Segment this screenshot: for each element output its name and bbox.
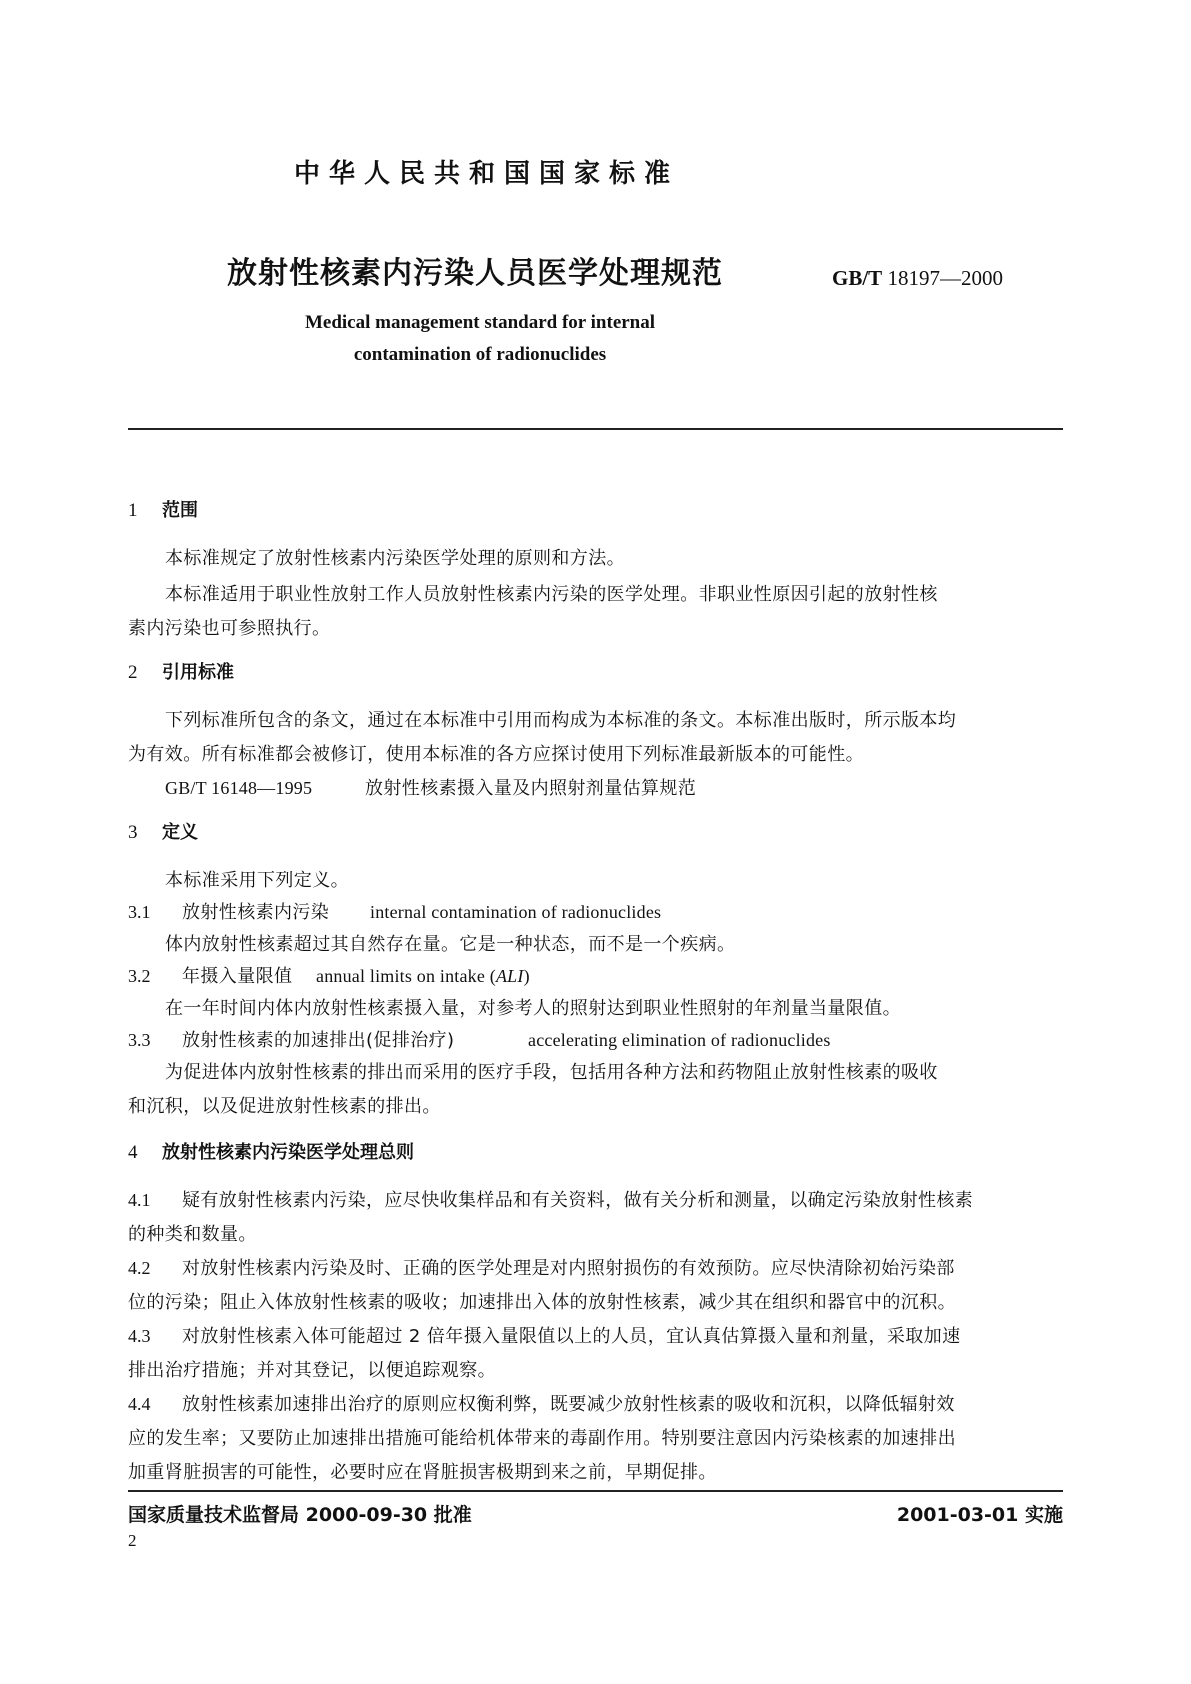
term-chinese: 放射性核素的加速排出(促排治疗) xyxy=(182,1030,455,1051)
term-abbreviation: ALI xyxy=(495,966,524,986)
term-english: accelerating elimination of radionuclides xyxy=(528,1030,831,1050)
paragraph: 为有效。所有标准都会被修订，使用本标准的各方应探讨使用下列标准最新版本的可能性。 xyxy=(128,744,864,765)
section-3-heading xyxy=(128,818,198,844)
clause-text: 对放射性核素内污染及时、正确的医学处理是对内照射损伤的有效预防。应尽快清除初始污染部 xyxy=(182,1258,955,1279)
section-1-heading xyxy=(128,496,198,522)
title-chinese: 放射性核素内污染人员医学处理规范 xyxy=(227,256,723,291)
paragraph: 素内污染也可参照执行。 xyxy=(128,618,331,639)
section-title: 放射性核素内污染医学处理总则 xyxy=(162,1142,414,1163)
section-title: 范围 xyxy=(162,500,198,521)
definition-text: 和沉积，以及促进放射性核素的排出。 xyxy=(128,1096,441,1117)
paragraph: 本标准规定了放射性核素内污染医学处理的原则和方法。 xyxy=(165,548,625,569)
section-number: 3 xyxy=(128,822,138,843)
clause-text: 位的污染；阻止入体放射性核素的吸收；加速排出入体的放射性核素，减少其在组织和器官中的沉积。 xyxy=(128,1292,956,1313)
clause-text: 的种类和数量。 xyxy=(128,1224,257,1245)
clause-4-2 xyxy=(128,1254,955,1280)
section-title: 引用标准 xyxy=(162,662,234,683)
clause-4-4 xyxy=(128,1390,955,1416)
reference-title: 放射性核素摄入量及内照射剂量估算规范 xyxy=(365,778,697,799)
standard-code-prefix: GB/T xyxy=(832,266,883,290)
clause-number: 4.2 xyxy=(128,1258,151,1278)
paragraph: 本标准适用于职业性放射工作人员放射性核素内污染的医学处理。非职业性原因引起的放射性核 xyxy=(165,584,938,605)
clause-number: 4.3 xyxy=(128,1326,151,1346)
page-number: 2 xyxy=(128,1531,137,1550)
definition-3-1 xyxy=(128,898,661,924)
title-english-line1: Medical management standard for internal xyxy=(304,312,656,333)
reference-code: GB/T 16148—1995 xyxy=(165,778,313,798)
clause-text: 应的发生率；又要防止加速排出措施可能给机体带来的毒副作用。特别要注意因内污染核素的加速排出 xyxy=(128,1428,956,1449)
clause-number: 4.1 xyxy=(128,1190,151,1210)
clause-number: 4.4 xyxy=(128,1394,151,1414)
section-4-heading xyxy=(128,1138,414,1164)
effective-date: 2001-03-01 实施 xyxy=(896,1504,1063,1526)
standard-code xyxy=(832,266,1003,291)
clause-4-1 xyxy=(128,1186,973,1212)
section-number: 1 xyxy=(128,500,138,521)
clause-number: 3.3 xyxy=(128,1030,151,1050)
term-chinese: 放射性核素内污染 xyxy=(182,902,330,923)
clause-4-3 xyxy=(128,1322,961,1348)
definition-text: 在一年时间内体内放射性核素摄入量，对参考人的照射达到职业性照射的年剂量当量限值。 xyxy=(165,998,901,1019)
clause-text: 放射性核素加速排出治疗的原则应权衡利弊，既要减少放射性核素的吸收和沉积，以降低辐射效 xyxy=(182,1394,955,1415)
definition-3-2 xyxy=(128,962,530,988)
section-number: 2 xyxy=(128,662,138,683)
paragraph: 本标准采用下列定义。 xyxy=(165,870,349,891)
normative-reference xyxy=(165,774,696,800)
section-title: 定义 xyxy=(162,822,198,843)
clause-text: 疑有放射性核素内污染，应尽快收集样品和有关资料，做有关分析和测量，以确定污染放射性核素 xyxy=(182,1190,974,1211)
clause-text: 对放射性核素入体可能超过 2 倍年摄入量限值以上的人员，宜认真估算摄入量和剂量，采取加速 xyxy=(182,1326,961,1347)
clause-number: 3.2 xyxy=(128,966,151,986)
standard-organization: 中华人民共和国国家标准 xyxy=(294,159,680,189)
definition-text: 体内放射性核素超过其自然存在量。它是一种状态，而不是一个疾病。 xyxy=(165,934,736,955)
term-english: internal contamination of radionuclides xyxy=(370,902,662,922)
clause-number: 3.1 xyxy=(128,902,151,922)
section-2-heading xyxy=(128,658,234,684)
title-english-line2: contamination of radionuclides xyxy=(353,344,607,365)
standard-code-number: 18197—2000 xyxy=(887,266,1003,290)
clause-text: 排出治疗措施；并对其登记，以便追踪观察。 xyxy=(128,1360,496,1381)
clause-text: 加重肾脏损害的可能性，必要时应在肾脏损害极期到来之前，早期促排。 xyxy=(128,1462,717,1483)
footer-divider xyxy=(128,1490,1063,1492)
approval-info: 国家质量技术监督局 2000-09-30 批准 xyxy=(128,1504,472,1526)
header-divider xyxy=(128,428,1063,430)
definition-3-3 xyxy=(128,1026,831,1052)
term-chinese: 年摄入量限值 xyxy=(182,966,293,987)
definition-text: 为促进体内放射性核素的排出而采用的医疗手段，包括用各种方法和药物阻止放射性核素的吸收 xyxy=(165,1062,938,1083)
term-close: ) xyxy=(523,966,530,986)
term-english: annual limits on intake ( xyxy=(316,966,496,986)
paragraph: 下列标准所包含的条文，通过在本标准中引用而构成为本标准的条文。本标准出版时，所示版本均 xyxy=(165,710,957,731)
section-number: 4 xyxy=(128,1142,138,1163)
